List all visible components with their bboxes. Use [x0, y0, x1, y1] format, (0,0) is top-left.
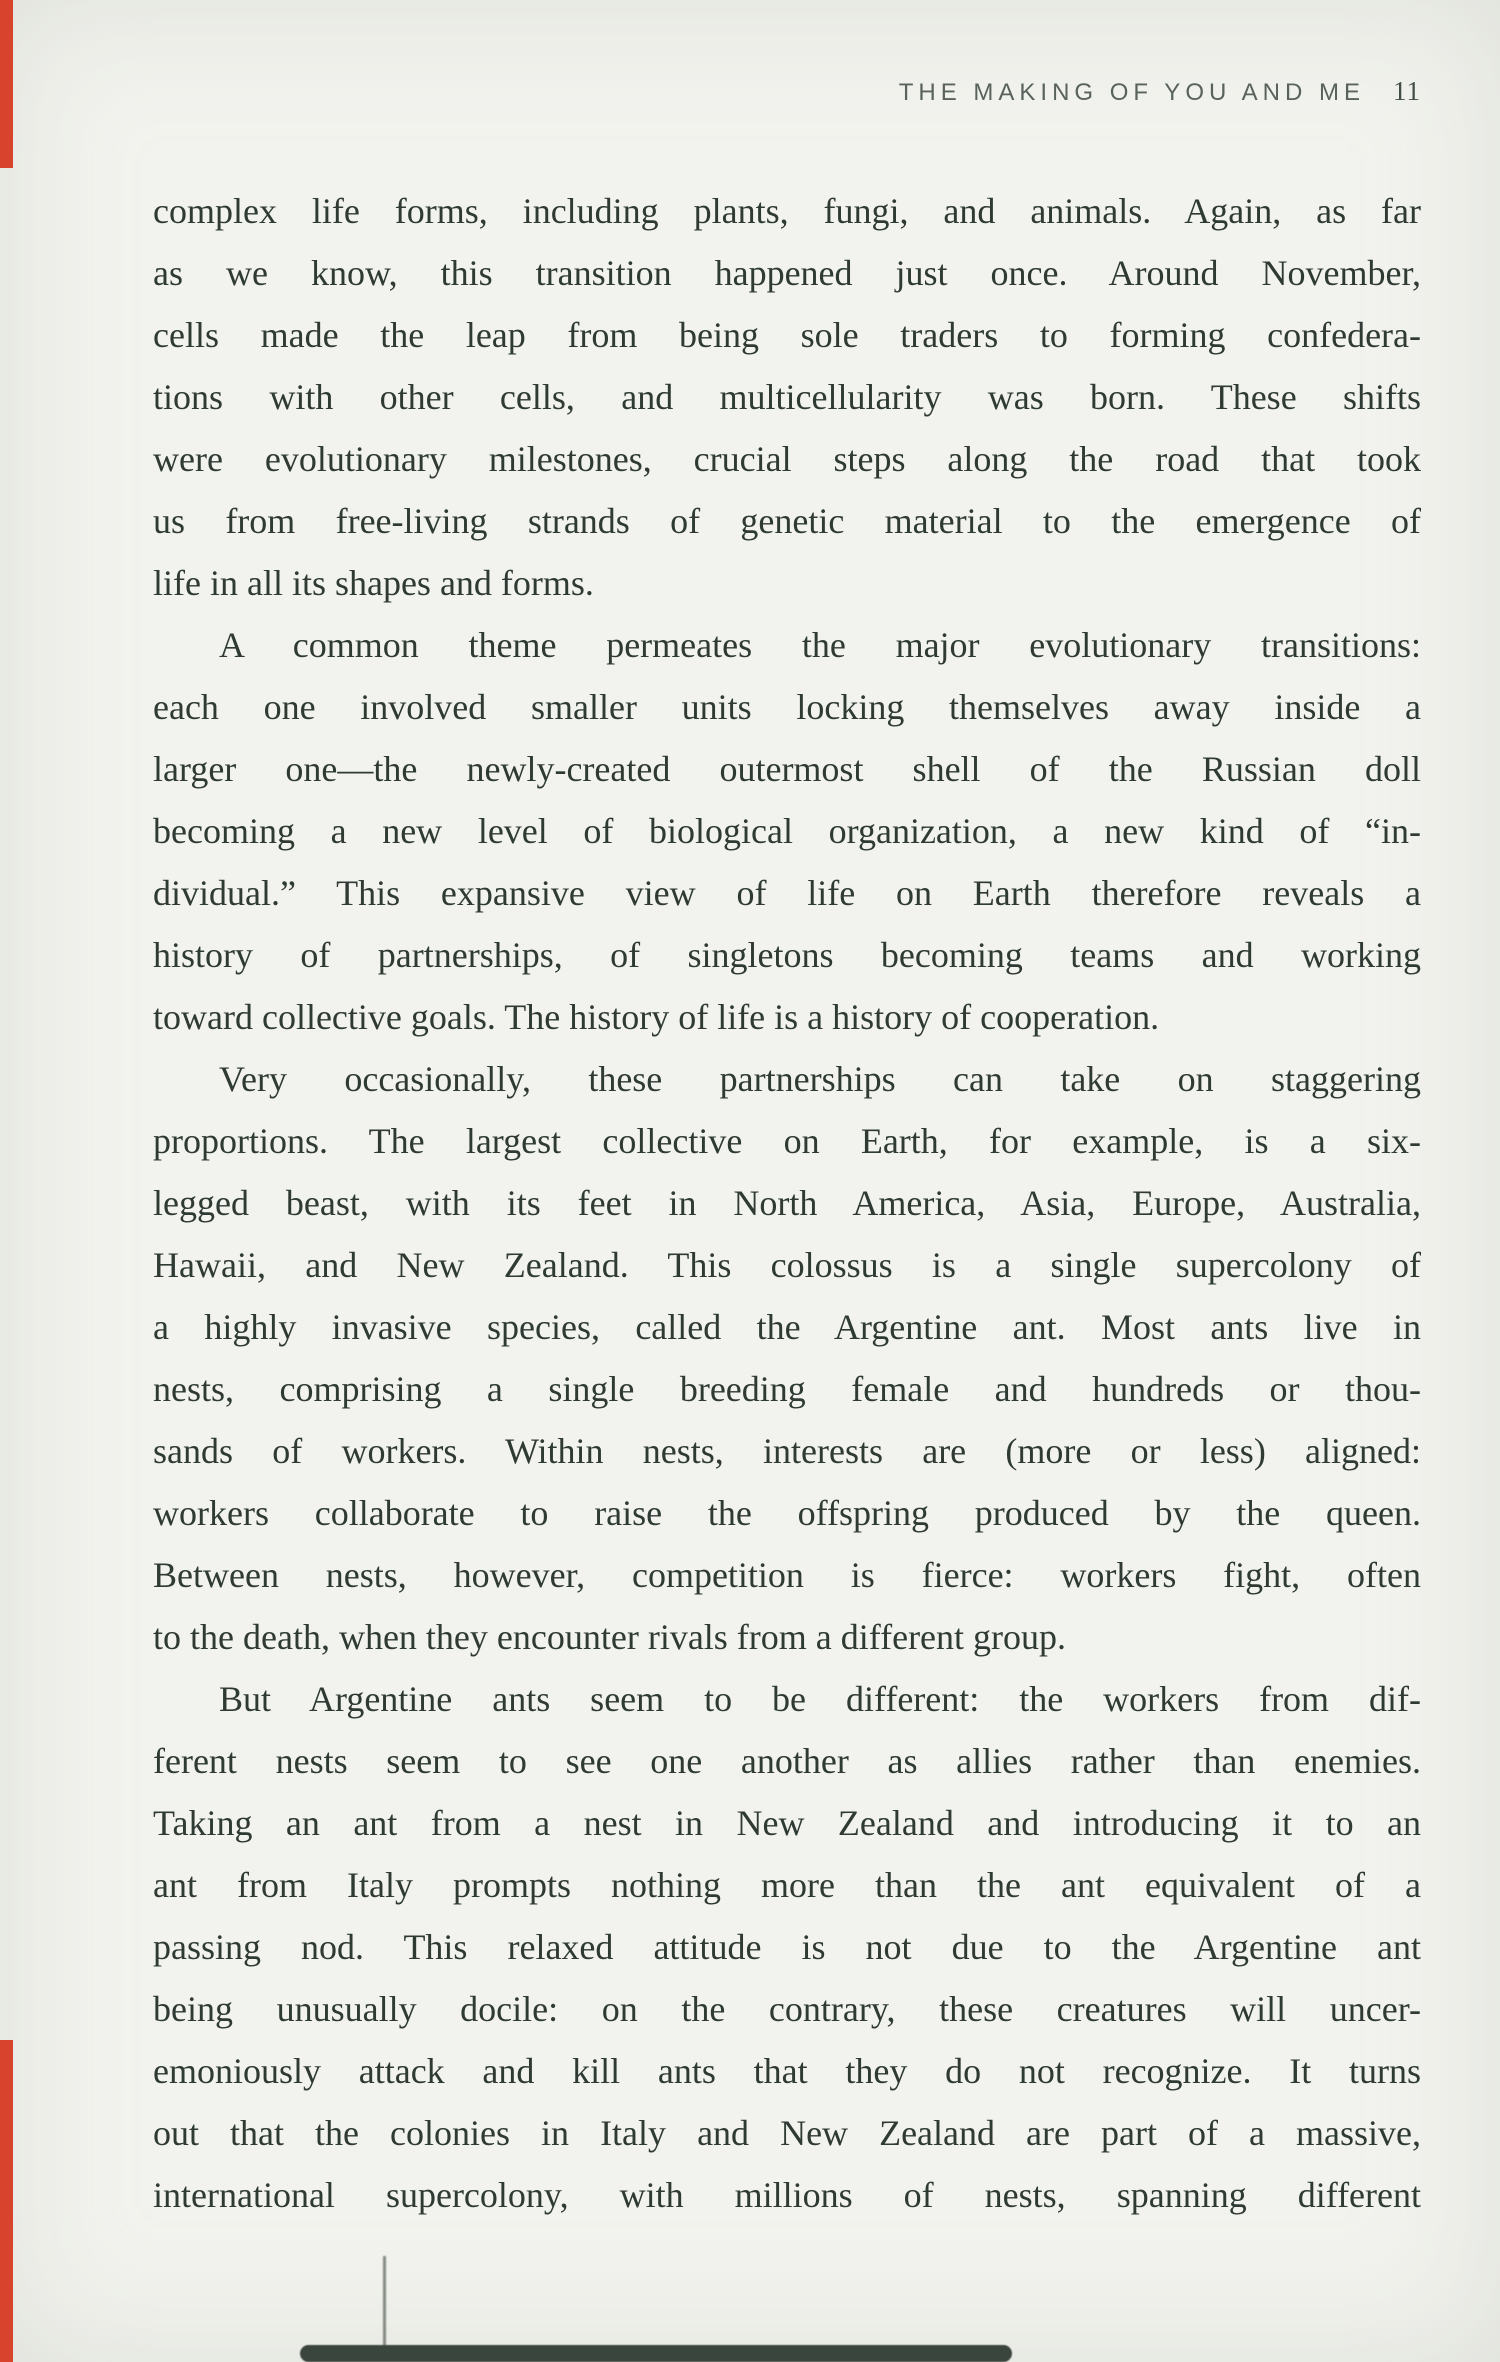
text-line: complex life forms, including plants, fungi, and animals. Again, as far: [153, 191, 1421, 231]
text-line: Taking an ant from a nest in New Zealand and introducing it to an: [153, 1803, 1421, 1843]
page-number: 11: [1393, 76, 1421, 106]
text-line: ant from Italy prompts nothing more than the ant equivalent of a: [153, 1865, 1421, 1905]
text-line: emoniously attack and kill ants that they do not recognize. It turns: [153, 2051, 1421, 2091]
text-line: to the death, when they encounter rivals from a different group.: [153, 1617, 1067, 1657]
text-line: legged beast, with its feet in North America, Asia, Europe, Australia,: [153, 1183, 1421, 1223]
text-line: dividual.” This expansive view of life on Earth therefore reveals a: [153, 873, 1421, 913]
text-line: ferent nests seem to see one another as allies rather than enemies.: [153, 1741, 1421, 1781]
running-title: THE MAKING OF YOU AND ME: [898, 79, 1365, 106]
text-line: workers collaborate to raise the offspring produced by the queen.: [153, 1493, 1421, 1533]
text-line: each one involved smaller units locking themselves away inside a: [153, 687, 1421, 727]
paragraph: [153, 614, 1421, 1048]
text-line: out that the colonies in Italy and New Zealand are part of a massive,: [153, 2113, 1421, 2153]
text-line: as we know, this transition happened just once. Around November,: [153, 253, 1421, 293]
text-line: A common theme permeates the major evolutionary transitions:: [219, 625, 1421, 665]
text-line: becoming a new level of biological organization, a new kind of “in-: [153, 811, 1421, 851]
text-line: life in all its shapes and forms.: [153, 563, 594, 603]
scan-edge-red-strip-top: [0, 0, 13, 168]
text-line: international supercolony, with millions of nests, spanning different: [153, 2175, 1421, 2215]
text-line: Very occasionally, these partnerships can take on staggering: [219, 1059, 1421, 1099]
text-line: nests, comprising a single breeding female and hundreds or thou-: [153, 1369, 1421, 1409]
text-line: Between nests, however, competition is fierce: workers fight, often: [153, 1555, 1421, 1595]
scan-artifact-line: [383, 2256, 386, 2346]
text-line: toward collective goals. The history of life is a history of cooperation.: [153, 997, 1160, 1037]
text-line: But Argentine ants seem to be different: the workers from dif-: [219, 1679, 1421, 1719]
text-line: Hawaii, and New Zealand. This colossus is a single supercolony of: [153, 1245, 1421, 1285]
text-line: a highly invasive species, called the Argentine ant. Most ants live in: [153, 1307, 1421, 1347]
text-line: passing nod. This relaxed attitude is not due to the Argentine ant: [153, 1927, 1421, 1967]
text-line: were evolutionary milestones, crucial steps along the road that took: [153, 439, 1421, 479]
paragraph: [153, 1048, 1421, 1668]
text-line: us from free-living strands of genetic material to the emergence of: [153, 501, 1421, 541]
paragraph: [153, 180, 1421, 614]
scan-edge-red-strip-bottom: [0, 2040, 13, 2362]
text-block: [153, 180, 1421, 2226]
scan-artifact-bottom-bar: [300, 2345, 1012, 2362]
text-line: sands of workers. Within nests, interests are (more or less) aligned:: [153, 1431, 1421, 1471]
text-line: proportions. The largest collective on Earth, for example, is a six-: [153, 1121, 1421, 1161]
text-line: being unusually docile: on the contrary, these creatures will uncer-: [153, 1989, 1421, 2029]
text-line: history of partnerships, of singletons becoming teams and working: [153, 935, 1421, 975]
text-line: larger one—the newly-created outermost shell of the Russian doll: [153, 749, 1421, 789]
running-header: [153, 76, 1421, 107]
paragraph: [153, 1668, 1421, 2226]
text-line: tions with other cells, and multicellularity was born. These shifts: [153, 377, 1421, 417]
text-line: cells made the leap from being sole traders to forming confedera-: [153, 315, 1421, 355]
